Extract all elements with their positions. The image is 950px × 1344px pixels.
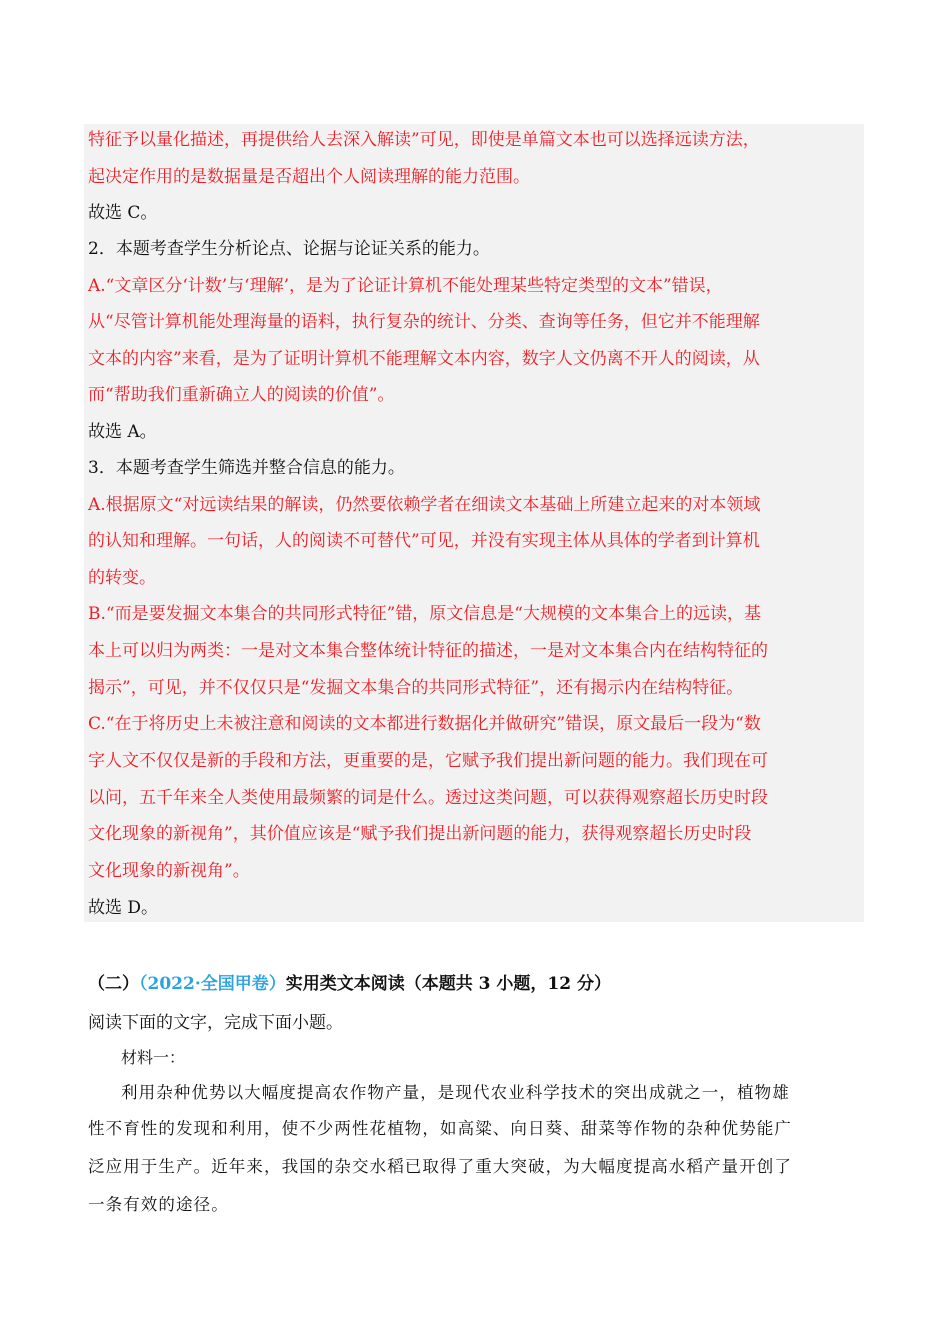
answer-line: 文化现象的新视角”。 (88, 861, 250, 881)
answer-conclusion: 故选 C。 (88, 203, 158, 223)
answer-line: 字人文不仅仅是新的手段和方法，更重要的是，它赋予我们提出新问题的能力。我们现在可 (88, 751, 768, 771)
section-title: 实用类文本阅读（本题共 3 小题，12 分） (285, 974, 611, 994)
answer-line: 特征予以量化描述，再提供给人去深入解读”可见，即使是单篇文本也可以选择远读方法， (88, 130, 760, 150)
answer-line: 本上可以归为两类：一是对文本集合整体统计特征的描述，一是对文本集合内在结构特征的 (88, 641, 768, 661)
answer-line: 文化现象的新视角”，其价值应该是“赋予我们提出新问题的能力，获得观察超长历史时段 (88, 824, 752, 844)
answer-line: 起决定作用的是数据量是否超出个人阅读理解的能力范围。 (88, 167, 530, 187)
answer-conclusion: 故选 D。 (88, 898, 159, 918)
answer-conclusion: 故选 A。 (88, 422, 157, 442)
question-analysis-heading: 3．本题考查学生筛选并整合信息的能力。 (88, 458, 405, 478)
answer-line: 从“尽管计算机能处理海量的语料，执行复杂的统计、分类、查询等任务，但它并不能理解 (88, 312, 760, 332)
material-paragraph-line: 泛应用于生产。近年来，我国的杂交水稻已取得了重大突破，为大幅度提高水稻产量开创了 (88, 1157, 792, 1176)
answer-line: A.“文章区分‘计数’与‘理解’，是为了论证计算机不能处理某些特定类型的文本”错误， (88, 276, 723, 296)
material-label: 材料一： (121, 1048, 186, 1067)
reading-instruction: 阅读下面的文字，完成下面小题。 (88, 1013, 343, 1033)
answer-line: 的转变。 (88, 568, 156, 588)
material-paragraph-line: 性不育性的发现和利用，使不少两性花植物，如高粱、向日葵、甜菜等作物的杂种优势能广 (88, 1119, 792, 1138)
question-analysis-heading: 2．本题考查学生分析论点、论据与论证关系的能力。 (88, 239, 490, 259)
material-paragraph-line: 利用杂种优势以大幅度提高农作物产量，是现代农业科学技术的突出成就之一，植物雄 (121, 1083, 790, 1102)
section-heading (88, 972, 611, 996)
answer-line: 文本的内容”来看，是为了证明计算机不能理解文本内容，数字人文仍离不开人的阅读，从 (88, 349, 760, 369)
section-number: （二） (88, 974, 139, 994)
answer-line: 以问，五千年来全人类使用最频繁的词是什么。透过这类问题，可以获得观察超长历史时段 (88, 788, 768, 808)
answer-line: 的认知和理解。一句话，人的阅读不可替代”可见，并没有实现主体从具体的学者到计算机 (88, 531, 760, 551)
exam-source-tag: （2022·全国甲卷） (139, 974, 286, 994)
material-paragraph-line: 一条有效的途径。 (88, 1195, 229, 1214)
answer-line: 揭示”，可见，并不仅仅只是“发掘文本集合的共同形式特征”，还有揭示内在结构特征。 (88, 678, 744, 698)
answer-line: 而“帮助我们重新确立人的阅读的价值”。 (88, 385, 395, 405)
answer-line: A.根据原文“对远读结果的解读，仍然要依赖学者在细读文本基础上所建立起来的对本领域 (88, 495, 761, 515)
answer-line: C.“在于将历史上未被注意和阅读的文本都进行数据化并做研究”错误，原文最后一段为“数 (88, 714, 761, 734)
answer-line: B.“而是要发掘文本集合的共同形式特征”错，原文信息是“大规模的文本集合上的远读，基 (88, 604, 761, 624)
